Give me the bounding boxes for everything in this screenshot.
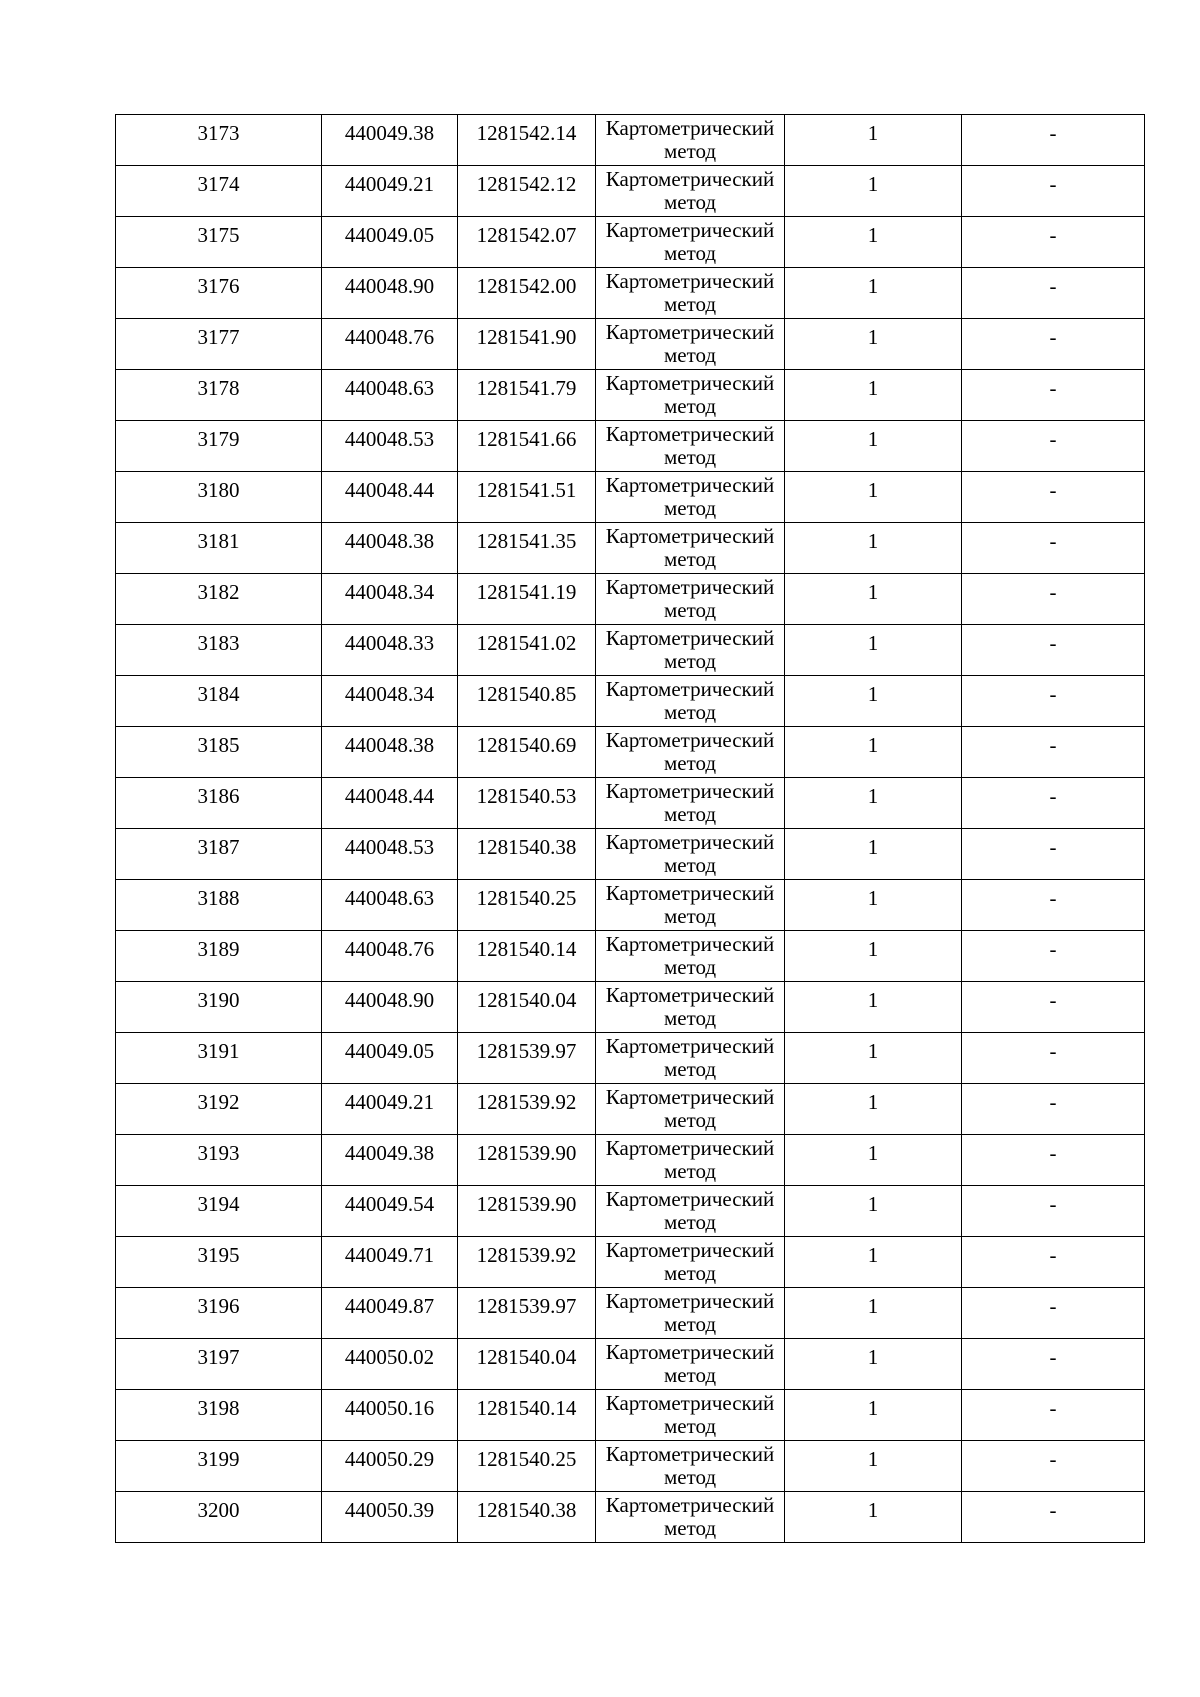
y-coordinate-cell: 1281539.97 [458, 1033, 596, 1084]
method-cell [596, 523, 785, 574]
table-row [116, 676, 1145, 727]
method-text-line-1: Картометрический [605, 1289, 775, 1313]
accuracy-cell: 1 [785, 1237, 962, 1288]
method-text-line-1: Картометрический [605, 167, 775, 191]
accuracy-cell: 1 [785, 931, 962, 982]
accuracy-cell: 1 [785, 472, 962, 523]
method-cell [596, 1084, 785, 1135]
x-coordinate-cell: 440048.76 [322, 931, 458, 982]
method-text-line-2: метод [663, 802, 717, 826]
method-text-line-1: Картометрический [605, 1238, 775, 1262]
point-number-cell: 3197 [116, 1339, 322, 1390]
method-text-line-1: Картометрический [605, 218, 775, 242]
y-coordinate-cell: 1281539.92 [458, 1084, 596, 1135]
method-text-line-2: метод [663, 1261, 717, 1285]
method-text-line-1: Картометрический [605, 881, 775, 905]
note-cell: - [962, 370, 1145, 421]
accuracy-cell: 1 [785, 268, 962, 319]
method-cell [596, 676, 785, 727]
point-number-cell: 3190 [116, 982, 322, 1033]
method-text-line-1: Картометрический [605, 371, 775, 395]
table-row [116, 268, 1145, 319]
accuracy-cell: 1 [785, 1441, 962, 1492]
y-coordinate-cell: 1281540.25 [458, 880, 596, 931]
method-cell [596, 421, 785, 472]
x-coordinate-cell: 440048.53 [322, 829, 458, 880]
method-cell [596, 472, 785, 523]
table-row [116, 1288, 1145, 1339]
note-cell: - [962, 319, 1145, 370]
table-row [116, 727, 1145, 778]
note-cell: - [962, 982, 1145, 1033]
table-row [116, 931, 1145, 982]
accuracy-cell: 1 [785, 778, 962, 829]
note-cell: - [962, 778, 1145, 829]
accuracy-cell: 1 [785, 676, 962, 727]
y-coordinate-cell: 1281542.07 [458, 217, 596, 268]
table-row [116, 1492, 1145, 1543]
table-row [116, 1441, 1145, 1492]
table-row [116, 1186, 1145, 1237]
accuracy-cell: 1 [785, 880, 962, 931]
method-cell [596, 1237, 785, 1288]
table-row [116, 574, 1145, 625]
method-cell [596, 1339, 785, 1390]
table-row [116, 778, 1145, 829]
note-cell: - [962, 523, 1145, 574]
accuracy-cell: 1 [785, 1084, 962, 1135]
point-number-cell: 3179 [116, 421, 322, 472]
method-text-line-2: метод [663, 496, 717, 520]
table-row [116, 829, 1145, 880]
note-cell: - [962, 676, 1145, 727]
point-number-cell: 3175 [116, 217, 322, 268]
point-number-cell: 3177 [116, 319, 322, 370]
note-cell: - [962, 574, 1145, 625]
note-cell: - [962, 727, 1145, 778]
x-coordinate-cell: 440048.63 [322, 880, 458, 931]
y-coordinate-cell: 1281540.85 [458, 676, 596, 727]
method-text-line-1: Картометрический [605, 1187, 775, 1211]
method-cell [596, 370, 785, 421]
method-text-line-1: Картометрический [605, 575, 775, 599]
point-number-cell: 3180 [116, 472, 322, 523]
method-cell [596, 1033, 785, 1084]
method-text-line-2: метод [663, 1516, 717, 1540]
accuracy-cell: 1 [785, 1390, 962, 1441]
method-text-line-2: метод [663, 1363, 717, 1387]
x-coordinate-cell: 440049.54 [322, 1186, 458, 1237]
method-cell [596, 727, 785, 778]
x-coordinate-cell: 440048.38 [322, 523, 458, 574]
note-cell: - [962, 166, 1145, 217]
method-text-line-2: метод [663, 394, 717, 418]
table-row [116, 115, 1145, 166]
point-number-cell: 3198 [116, 1390, 322, 1441]
x-coordinate-cell: 440049.05 [322, 1033, 458, 1084]
method-text-line-2: метод [663, 445, 717, 469]
method-text-line-1: Картометрический [605, 524, 775, 548]
table-row [116, 1084, 1145, 1135]
method-text-line-1: Картометрический [605, 728, 775, 752]
accuracy-cell: 1 [785, 1186, 962, 1237]
x-coordinate-cell: 440048.33 [322, 625, 458, 676]
point-number-cell: 3173 [116, 115, 322, 166]
y-coordinate-cell: 1281541.79 [458, 370, 596, 421]
method-text-line-1: Картометрический [605, 1136, 775, 1160]
method-text-line-2: метод [663, 700, 717, 724]
y-coordinate-cell: 1281540.14 [458, 1390, 596, 1441]
method-text-line-1: Картометрический [605, 1391, 775, 1415]
accuracy-cell: 1 [785, 421, 962, 472]
table-row [116, 625, 1145, 676]
point-number-cell: 3176 [116, 268, 322, 319]
y-coordinate-cell: 1281540.04 [458, 982, 596, 1033]
x-coordinate-cell: 440050.16 [322, 1390, 458, 1441]
method-text-line-1: Картометрический [605, 626, 775, 650]
point-number-cell: 3183 [116, 625, 322, 676]
method-text-line-2: метод [663, 598, 717, 622]
method-text-line-2: метод [663, 1465, 717, 1489]
method-text-line-1: Картометрический [605, 677, 775, 701]
table-row [116, 217, 1145, 268]
table-row [116, 1339, 1145, 1390]
x-coordinate-cell: 440048.34 [322, 574, 458, 625]
note-cell: - [962, 1441, 1145, 1492]
note-cell: - [962, 1033, 1145, 1084]
method-text-line-1: Картометрический [605, 269, 775, 293]
accuracy-cell: 1 [785, 523, 962, 574]
method-text-line-2: метод [663, 343, 717, 367]
method-cell [596, 778, 785, 829]
note-cell: - [962, 1135, 1145, 1186]
method-text-line-2: метод [663, 1210, 717, 1234]
point-number-cell: 3196 [116, 1288, 322, 1339]
method-text-line-1: Картометрический [605, 473, 775, 497]
method-text-line-1: Картометрический [605, 1340, 775, 1364]
method-text-line-2: метод [663, 292, 717, 316]
note-cell: - [962, 880, 1145, 931]
point-number-cell: 3192 [116, 1084, 322, 1135]
accuracy-cell: 1 [785, 727, 962, 778]
point-number-cell: 3191 [116, 1033, 322, 1084]
method-text-line-1: Картометрический [605, 983, 775, 1007]
method-cell [596, 829, 785, 880]
table-row [116, 523, 1145, 574]
note-cell: - [962, 217, 1145, 268]
method-text-line-1: Картометрический [605, 422, 775, 446]
note-cell: - [962, 1084, 1145, 1135]
table-row [116, 472, 1145, 523]
method-cell [596, 1492, 785, 1543]
y-coordinate-cell: 1281541.66 [458, 421, 596, 472]
note-cell: - [962, 268, 1145, 319]
note-cell: - [962, 1339, 1145, 1390]
method-cell [596, 115, 785, 166]
accuracy-cell: 1 [785, 115, 962, 166]
note-cell: - [962, 1186, 1145, 1237]
coordinates-table [115, 114, 1145, 1543]
point-number-cell: 3181 [116, 523, 322, 574]
table-row [116, 421, 1145, 472]
y-coordinate-cell: 1281541.51 [458, 472, 596, 523]
method-text-line-1: Картометрический [605, 320, 775, 344]
x-coordinate-cell: 440050.02 [322, 1339, 458, 1390]
table-row [116, 880, 1145, 931]
note-cell: - [962, 1237, 1145, 1288]
method-cell [596, 880, 785, 931]
note-cell: - [962, 1492, 1145, 1543]
method-text-line-1: Картометрический [605, 932, 775, 956]
point-number-cell: 3193 [116, 1135, 322, 1186]
point-number-cell: 3187 [116, 829, 322, 880]
method-text-line-2: метод [663, 1108, 717, 1132]
method-cell [596, 1186, 785, 1237]
method-text-line-1: Картометрический [605, 830, 775, 854]
point-number-cell: 3199 [116, 1441, 322, 1492]
y-coordinate-cell: 1281540.04 [458, 1339, 596, 1390]
method-cell [596, 217, 785, 268]
method-text-line-2: метод [663, 853, 717, 877]
method-text-line-1: Картометрический [605, 1085, 775, 1109]
x-coordinate-cell: 440049.05 [322, 217, 458, 268]
point-number-cell: 3189 [116, 931, 322, 982]
point-number-cell: 3174 [116, 166, 322, 217]
method-cell [596, 166, 785, 217]
method-text-line-2: метод [663, 1312, 717, 1336]
y-coordinate-cell: 1281540.38 [458, 829, 596, 880]
table-row [116, 370, 1145, 421]
method-text-line-2: метод [663, 955, 717, 979]
method-text-line-2: метод [663, 241, 717, 265]
x-coordinate-cell: 440049.38 [322, 1135, 458, 1186]
accuracy-cell: 1 [785, 1492, 962, 1543]
x-coordinate-cell: 440048.90 [322, 982, 458, 1033]
method-text-line-2: метод [663, 547, 717, 571]
method-text-line-1: Картометрический [605, 1493, 775, 1517]
point-number-cell: 3188 [116, 880, 322, 931]
method-cell [596, 319, 785, 370]
method-text-line-2: метод [663, 1159, 717, 1183]
point-number-cell: 3185 [116, 727, 322, 778]
table-row [116, 319, 1145, 370]
y-coordinate-cell: 1281539.90 [458, 1135, 596, 1186]
note-cell: - [962, 931, 1145, 982]
x-coordinate-cell: 440048.90 [322, 268, 458, 319]
method-text-line-2: метод [663, 1006, 717, 1030]
y-coordinate-cell: 1281541.35 [458, 523, 596, 574]
accuracy-cell: 1 [785, 166, 962, 217]
x-coordinate-cell: 440049.87 [322, 1288, 458, 1339]
x-coordinate-cell: 440048.44 [322, 778, 458, 829]
accuracy-cell: 1 [785, 1135, 962, 1186]
note-cell: - [962, 1288, 1145, 1339]
y-coordinate-cell: 1281542.00 [458, 268, 596, 319]
y-coordinate-cell: 1281541.02 [458, 625, 596, 676]
x-coordinate-cell: 440048.34 [322, 676, 458, 727]
x-coordinate-cell: 440050.29 [322, 1441, 458, 1492]
accuracy-cell: 1 [785, 574, 962, 625]
note-cell: - [962, 115, 1145, 166]
method-cell [596, 982, 785, 1033]
note-cell: - [962, 472, 1145, 523]
x-coordinate-cell: 440049.21 [322, 1084, 458, 1135]
method-text-line-1: Картометрический [605, 116, 775, 140]
y-coordinate-cell: 1281540.25 [458, 1441, 596, 1492]
accuracy-cell: 1 [785, 982, 962, 1033]
point-number-cell: 3178 [116, 370, 322, 421]
y-coordinate-cell: 1281539.90 [458, 1186, 596, 1237]
accuracy-cell: 1 [785, 625, 962, 676]
method-text-line-2: метод [663, 751, 717, 775]
x-coordinate-cell: 440048.53 [322, 421, 458, 472]
table-row [116, 166, 1145, 217]
method-text-line-2: метод [663, 190, 717, 214]
point-number-cell: 3182 [116, 574, 322, 625]
method-text-line-2: метод [663, 1414, 717, 1438]
point-number-cell: 3186 [116, 778, 322, 829]
method-cell [596, 1390, 785, 1441]
point-number-cell: 3194 [116, 1186, 322, 1237]
x-coordinate-cell: 440048.44 [322, 472, 458, 523]
note-cell: - [962, 625, 1145, 676]
note-cell: - [962, 421, 1145, 472]
y-coordinate-cell: 1281541.90 [458, 319, 596, 370]
method-cell [596, 1135, 785, 1186]
y-coordinate-cell: 1281539.97 [458, 1288, 596, 1339]
method-cell [596, 931, 785, 982]
method-text-line-1: Картометрический [605, 1442, 775, 1466]
y-coordinate-cell: 1281540.38 [458, 1492, 596, 1543]
point-number-cell: 3184 [116, 676, 322, 727]
accuracy-cell: 1 [785, 217, 962, 268]
x-coordinate-cell: 440048.76 [322, 319, 458, 370]
method-text-line-1: Картометрический [605, 779, 775, 803]
table-row [116, 1033, 1145, 1084]
note-cell: - [962, 829, 1145, 880]
accuracy-cell: 1 [785, 370, 962, 421]
method-cell [596, 268, 785, 319]
y-coordinate-cell: 1281539.92 [458, 1237, 596, 1288]
y-coordinate-cell: 1281540.69 [458, 727, 596, 778]
method-cell [596, 574, 785, 625]
table-row [116, 1237, 1145, 1288]
method-text-line-2: метод [663, 904, 717, 928]
table-row [116, 982, 1145, 1033]
accuracy-cell: 1 [785, 1339, 962, 1390]
method-text-line-2: метод [663, 1057, 717, 1081]
x-coordinate-cell: 440049.38 [322, 115, 458, 166]
table-row [116, 1390, 1145, 1441]
method-cell [596, 1288, 785, 1339]
method-text-line-2: метод [663, 139, 717, 163]
accuracy-cell: 1 [785, 319, 962, 370]
point-number-cell: 3200 [116, 1492, 322, 1543]
x-coordinate-cell: 440050.39 [322, 1492, 458, 1543]
x-coordinate-cell: 440049.71 [322, 1237, 458, 1288]
accuracy-cell: 1 [785, 1033, 962, 1084]
accuracy-cell: 1 [785, 829, 962, 880]
y-coordinate-cell: 1281540.53 [458, 778, 596, 829]
y-coordinate-cell: 1281540.14 [458, 931, 596, 982]
note-cell: - [962, 1390, 1145, 1441]
x-coordinate-cell: 440048.63 [322, 370, 458, 421]
method-text-line-2: метод [663, 649, 717, 673]
accuracy-cell: 1 [785, 1288, 962, 1339]
table-row [116, 1135, 1145, 1186]
x-coordinate-cell: 440049.21 [322, 166, 458, 217]
method-cell [596, 625, 785, 676]
y-coordinate-cell: 1281542.12 [458, 166, 596, 217]
method-cell [596, 1441, 785, 1492]
coordinates-table-body [116, 115, 1145, 1543]
x-coordinate-cell: 440048.38 [322, 727, 458, 778]
method-text-line-1: Картометрический [605, 1034, 775, 1058]
y-coordinate-cell: 1281542.14 [458, 115, 596, 166]
y-coordinate-cell: 1281541.19 [458, 574, 596, 625]
point-number-cell: 3195 [116, 1237, 322, 1288]
